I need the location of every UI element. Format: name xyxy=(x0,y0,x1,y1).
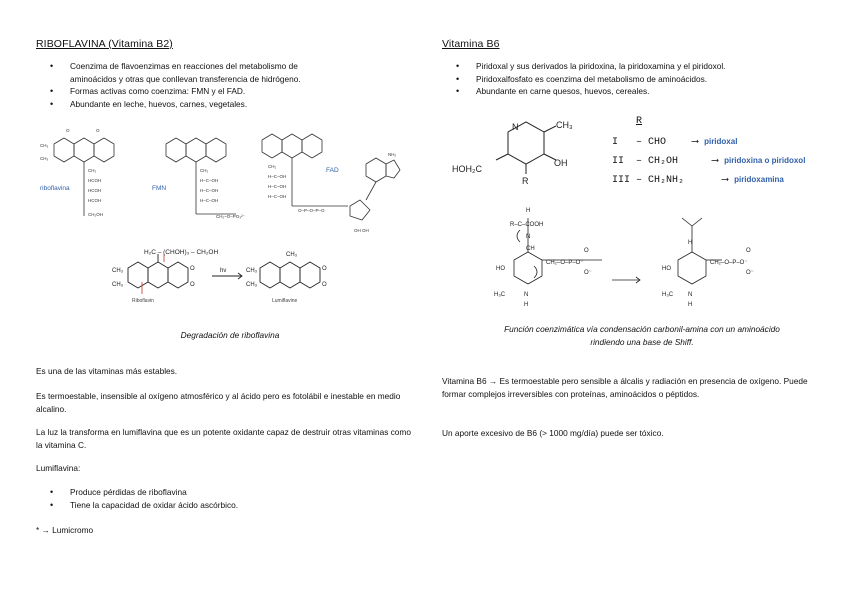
svg-text:H–C–OH: H–C–OH xyxy=(200,188,219,193)
arrow-icon: ⟶ xyxy=(712,156,719,167)
svg-text:H–C–OH: H–C–OH xyxy=(268,194,287,199)
lumiflavina-bullet-list xyxy=(36,486,416,511)
lumiflavine-name: Lumiflavine xyxy=(272,298,298,304)
list-item-continuation: aminoácidos y otras que conllevan transferencia de hidrógeno. xyxy=(70,73,301,84)
list-item: • Piridoxalfosfato es coenzima del metabolismo de aminoácidos. xyxy=(442,73,832,86)
svg-text:CH₃: CH₃ xyxy=(40,143,49,148)
svg-text:CH₃: CH₃ xyxy=(112,268,124,274)
r-group: – CH₂OH xyxy=(636,156,679,167)
svg-text:H–C–OH: H–C–OH xyxy=(268,184,287,189)
r-row xyxy=(612,174,784,186)
list-item: • Produce pérdidas de riboflavina xyxy=(36,486,416,499)
svg-text:CH₂–O–P–O⁻: CH₂–O–P–O⁻ xyxy=(546,260,584,266)
r-group: – CHO xyxy=(636,137,667,148)
roman-numeral: II xyxy=(612,156,625,167)
svg-text:R–C–COOH: R–C–COOH xyxy=(510,222,544,228)
svg-text:CH₂–O–P–O⁻: CH₂–O–P–O⁻ xyxy=(710,260,748,266)
arrow-icon: ⟶ xyxy=(722,175,729,186)
svg-text:H₃C: H₃C xyxy=(494,292,506,298)
svg-text:O⁻: O⁻ xyxy=(746,270,754,276)
left-title: RIBOFLAVINA (Vitamina B2) xyxy=(36,38,173,50)
r-row xyxy=(612,136,737,148)
svg-text:CH₂: CH₂ xyxy=(200,168,209,173)
right-bullet-list xyxy=(442,60,832,98)
svg-text:CH: CH xyxy=(526,246,535,252)
svg-text:CH₃: CH₃ xyxy=(112,282,124,288)
oh-label: OH xyxy=(554,158,568,168)
svg-text:N: N xyxy=(524,292,529,298)
svg-text:O–P–O–P–O: O–P–O–P–O xyxy=(298,208,325,213)
paragraph: Es termoestable, insensible al oxígeno atmosférico y al ácido pero es fotolábil e inestable en medio alcalino. xyxy=(36,391,401,414)
svg-text:N: N xyxy=(526,234,531,240)
list-item: • Piridoxal y sus derivados la piridoxina, la piridoxamina y el piridoxol. xyxy=(442,60,832,73)
svg-text:O: O xyxy=(66,128,70,133)
svg-text:NH₂: NH₂ xyxy=(388,152,397,157)
riboflavin-name: Riboflavin xyxy=(132,298,154,304)
degradation-caption: Degradación de riboflavina xyxy=(180,330,280,340)
r-name: piridoxal xyxy=(704,137,738,146)
ring-n-label: N xyxy=(512,122,519,132)
r-label: R xyxy=(522,176,529,186)
paragraph: La luz la transforma en lumiflavina que es un potente oxidante capaz de destruir otras vitaminas como la vitamina C. xyxy=(36,427,411,450)
ch3-label: CH₃ xyxy=(556,120,573,130)
r-row xyxy=(612,155,805,167)
list-item: • Abundante en leche, huevos, carnes, vegetales. xyxy=(36,98,416,111)
list-item: • Abundante en carne quesos, huevos, cereales. xyxy=(442,85,832,98)
r-name: piridoxamina xyxy=(734,175,784,184)
svg-text:CH₃: CH₃ xyxy=(246,282,258,288)
paragraph: Un aporte excesivo de B6 (> 1000 mg/día) puede ser tóxico. xyxy=(442,428,664,438)
svg-text:O: O xyxy=(322,282,327,288)
footnote: * → Lumicromo xyxy=(36,525,94,535)
svg-text:OH OH: OH OH xyxy=(354,228,369,233)
svg-text:H–C–OH: H–C–OH xyxy=(200,198,219,203)
list-item: • Formas activas como coenzima: FMN y el FAD. xyxy=(36,85,416,98)
side-chain-label: H₂C – (CHOH)₃ – CH₂OH xyxy=(144,249,219,256)
r-name: piridoxina o piridoxol xyxy=(724,156,806,165)
svg-text:CH₂: CH₂ xyxy=(88,168,97,173)
svg-text:O: O xyxy=(584,248,589,254)
mechanism-caption-line-2: rindiendo una base de Shiff. xyxy=(590,337,694,347)
svg-text:HCOH: HCOH xyxy=(88,198,102,203)
svg-text:CH₃: CH₃ xyxy=(40,156,49,161)
svg-text:CH₂: CH₂ xyxy=(268,164,277,169)
svg-text:CH₃: CH₃ xyxy=(286,252,298,258)
svg-text:H₃C: H₃C xyxy=(662,292,674,298)
right-title: Vitamina B6 xyxy=(442,38,500,50)
svg-text:H: H xyxy=(688,302,693,308)
fmn-label: FMN xyxy=(152,185,167,192)
degradation-reaction-figure xyxy=(108,244,348,324)
svg-text:H: H xyxy=(688,240,693,246)
arrow-icon: ⟶ xyxy=(692,137,699,148)
paragraph: Lumiflavina: xyxy=(36,463,81,473)
r-header: R xyxy=(636,116,643,127)
roman-numeral: I xyxy=(612,137,619,148)
reagent-label: hν xyxy=(220,268,227,274)
left-bullet-list xyxy=(36,60,416,110)
r-group: – CH₂NH₂ xyxy=(636,175,685,186)
svg-text:HO: HO xyxy=(662,266,671,272)
svg-text:H–C–OH: H–C–OH xyxy=(200,178,219,183)
svg-text:H: H xyxy=(524,302,529,308)
svg-text:O⁻: O⁻ xyxy=(584,270,592,276)
list-item: • Coenzima de flavoenzimas en reacciones del metabolismo de xyxy=(36,60,416,73)
svg-text:HCOH: HCOH xyxy=(88,188,102,193)
flavin-structures-figure xyxy=(36,120,416,238)
fad-label: FAD xyxy=(326,167,339,174)
riboflavina-label: riboflavina xyxy=(40,185,70,192)
svg-text:O: O xyxy=(322,266,327,272)
svg-text:CH₂OH: CH₂OH xyxy=(88,212,103,217)
svg-text:O: O xyxy=(190,282,195,288)
pyridoxine-structure xyxy=(450,114,590,194)
roman-numeral: III xyxy=(612,175,631,186)
svg-text:HO: HO xyxy=(496,266,505,272)
list-item: • Tiene la capacidad de oxidar ácido ascórbico. xyxy=(36,499,416,512)
svg-text:H: H xyxy=(526,208,531,214)
paragraph: Vitamina B6 → Es termoestable pero sensible a álcalis y radiación en presencia de oxígeno. Puede formar complejos irreversibles con proteínas, aminoácidos o péptidos. xyxy=(442,376,808,399)
paragraph: Es una de las vitaminas más estables. xyxy=(36,366,178,376)
svg-text:O: O xyxy=(96,128,100,133)
svg-text:N: N xyxy=(688,292,693,298)
svg-text:CH₂–O–PO₃²⁻: CH₂–O–PO₃²⁻ xyxy=(216,214,245,219)
hoh2c-label: HOH₂C xyxy=(452,164,482,174)
schiff-base-mechanism-figure xyxy=(484,204,804,322)
svg-text:CH₃: CH₃ xyxy=(246,268,258,274)
svg-text:HCOH: HCOH xyxy=(88,178,102,183)
mechanism-caption-line-1: Función coenzimática vía condensación carbonil-amina con un aminoácido xyxy=(504,324,780,334)
svg-text:O: O xyxy=(746,248,751,254)
svg-text:O: O xyxy=(190,266,195,272)
svg-text:H–C–OH: H–C–OH xyxy=(268,174,287,179)
